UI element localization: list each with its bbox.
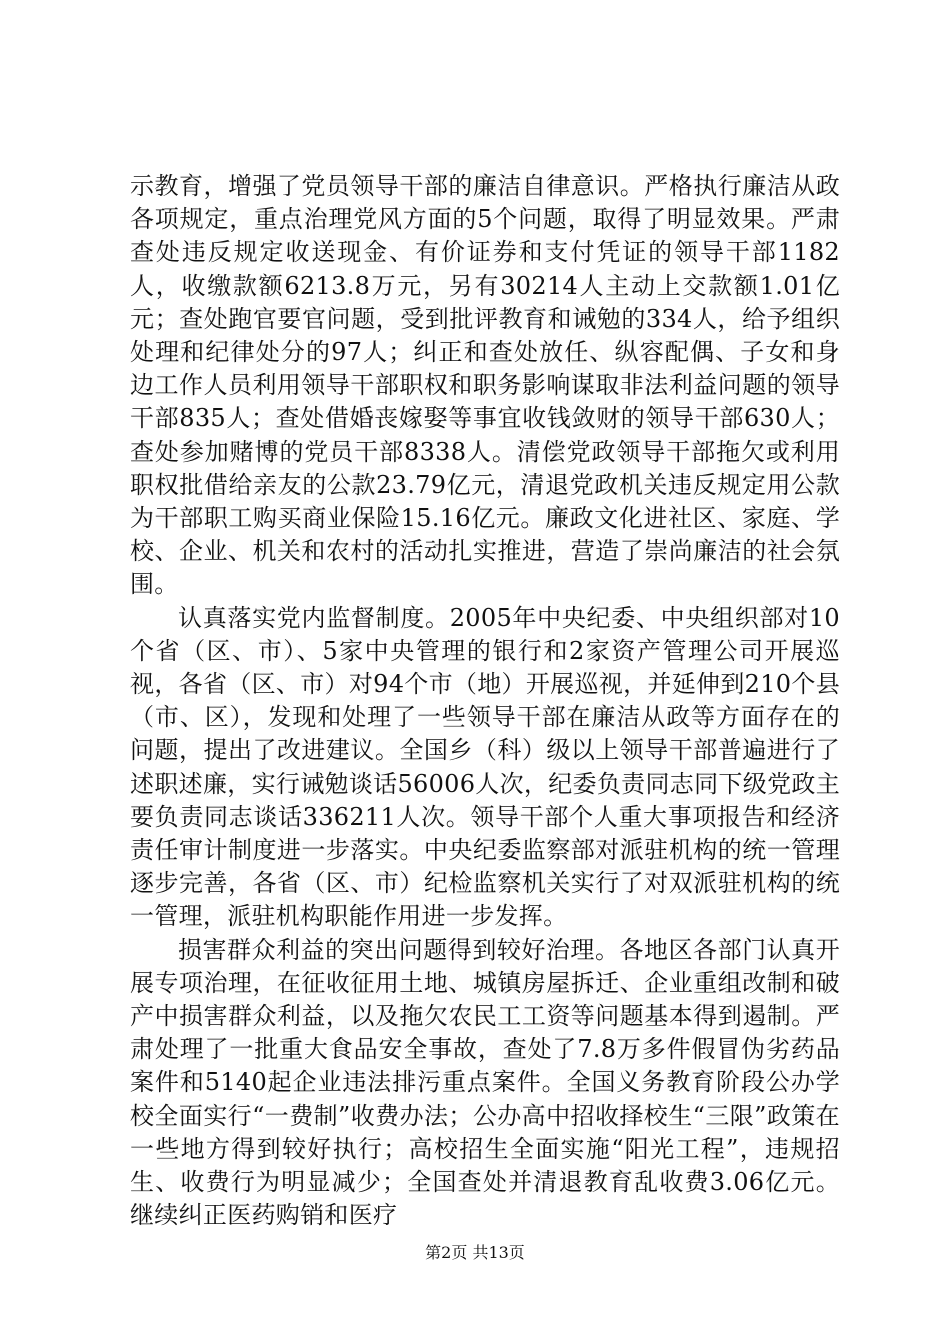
paragraph-party-supervision: 认真落实党内监督制度。2005年中央纪委、中央组织部对10个省（区、市）、5家中央管理的银行和2家资产管理公司开展巡视，各省（区、市）对94个市（地）开展巡视，并延伸到210个县（市、区），发现和处理了一些领导干部在廉洁从政等方面存在的问题，提出了改进建议。全国乡（科）级以上领导干部普遍进行了述职述廉，实行诫勉谈话56006人次，纪委负责同志同下级党政主要负责同志谈话336211人次。领导干部个人重大事项报告和经济责任审计制度进一步落实。中央纪委监察部对派驻机构的统一管理逐步完善，各省（区、市）纪检监察机关实行了对双派驻机构的统一管理，派驻机构职能作用进一步发挥。 bbox=[130, 603, 840, 931]
page-footer bbox=[0, 1240, 950, 1263]
document-body bbox=[130, 170, 840, 1233]
paragraph-public-interest: 损害群众利益的突出问题得到较好治理。各地区各部门认真开展专项治理，在征收征用土地、城镇房屋拆迁、企业重组改制和破产中损害群众利益，以及拖欠农民工工资等问题基本得到遏制。严肃处理了一批重大食品安全事故，查处了7.8万多件假冒伪劣药品案件和5140起企业违法排污重点案件。全国义务教育阶段公办学校全面实行“一费制”收费办法；公办高中招收择校生“三限”政策在一些地方得到较好执行；高校招生全面实施“阳光工程”，违规招生、收费行为明显减少；全国查处并清退教育乱收费3.06亿元。继续纠正医药购销和医疗 bbox=[130, 935, 840, 1230]
page-number: 第2页 共13页 bbox=[425, 1243, 525, 1262]
paragraph-continuation: 示教育，增强了党员领导干部的廉洁自律意识。严格执行廉洁从政各项规定，重点治理党风方面的5个问题，取得了明显效果。严肃查处违反规定收送现金、有价证券和支付凭证的领导干部1182人，收缴款额6213.8万元，另有30214人主动上交款额1.01亿元；查处跑官要官问题，受到批评教育和诫勉的334人，给予组织处理和纪律处分的97人；纠正和查处放任、纵容配偶、子女和身边工作人员利用领导干部职权和职务影响谋取非法利益问题的领导干部835人；查处借婚丧嫁娶等事宜收钱敛财的领导干部630人；查处参加赌博的党员干部8338人。清偿党政领导干部拖欠或利用职权批借给亲友的公款23.79亿元，清退党政机关违反规定用公款为干部职工购买商业保险15.16亿元。廉政文化进社区、家庭、学校、企业、机关和农村的活动扎实推进，营造了崇尚廉洁的社会氛围。 bbox=[130, 172, 840, 599]
